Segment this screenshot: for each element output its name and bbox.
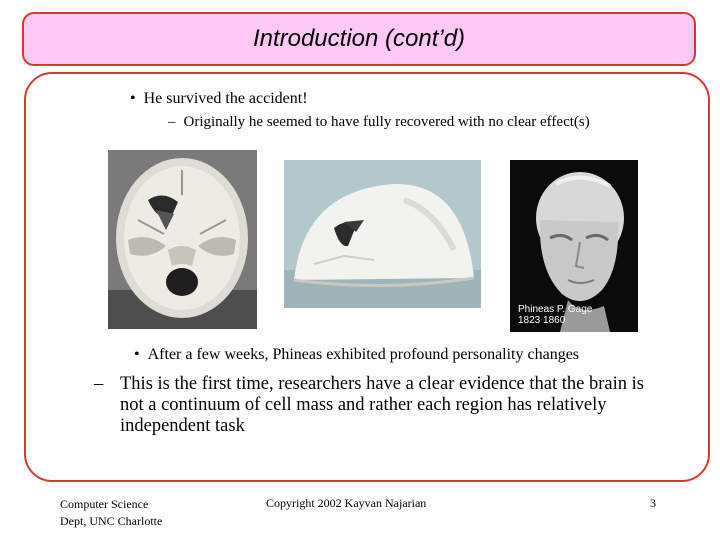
footer-department [60,496,162,530]
subbullet-brain-regions-text: This is the first time, researchers have a clear evidence that the brain is not a continuum of cell mass and rather each region has relatively independent task [120,374,644,436]
subbullet-dash: – [94,374,104,394]
footer-line-2: Dept, UNC Charlotte [60,514,163,528]
footer-copyright: Copyright 2002 Kayvan Najarian [266,496,427,510]
subbullet-recovered-text: Originally he seemed to have fully recovered with no clear effect(s) [183,114,590,130]
page-number: 3 [650,496,656,510]
slide-title-bar [22,12,696,66]
bullet-survived [130,90,308,108]
bullet-survived-text: He survived the accident! [143,90,308,107]
skull-cap-photo [284,160,481,308]
footer-line-1: Computer Science [60,497,149,511]
bullet-personality-text: After a few weeks, Phineas exhibited profound personality changes [147,346,580,363]
bullet-dot: • [134,346,140,363]
bullet-personality [134,346,579,364]
gage-mask-photo [510,160,638,332]
subbullet-brain-regions [94,374,654,437]
bullet-dot: • [130,90,136,107]
caption-line-years: 1823 1860 [518,315,566,326]
skull-base-photo [108,150,257,329]
slide-title: Introduction (cont’d) [252,25,466,52]
subbullet-recovered [168,114,590,131]
skull-cap-image [284,160,481,308]
subbullet-dash: – [168,114,176,130]
gage-photo-caption [518,304,592,326]
caption-line-name: Phineas P. Gage [518,304,593,315]
skull-base-image [108,150,257,329]
